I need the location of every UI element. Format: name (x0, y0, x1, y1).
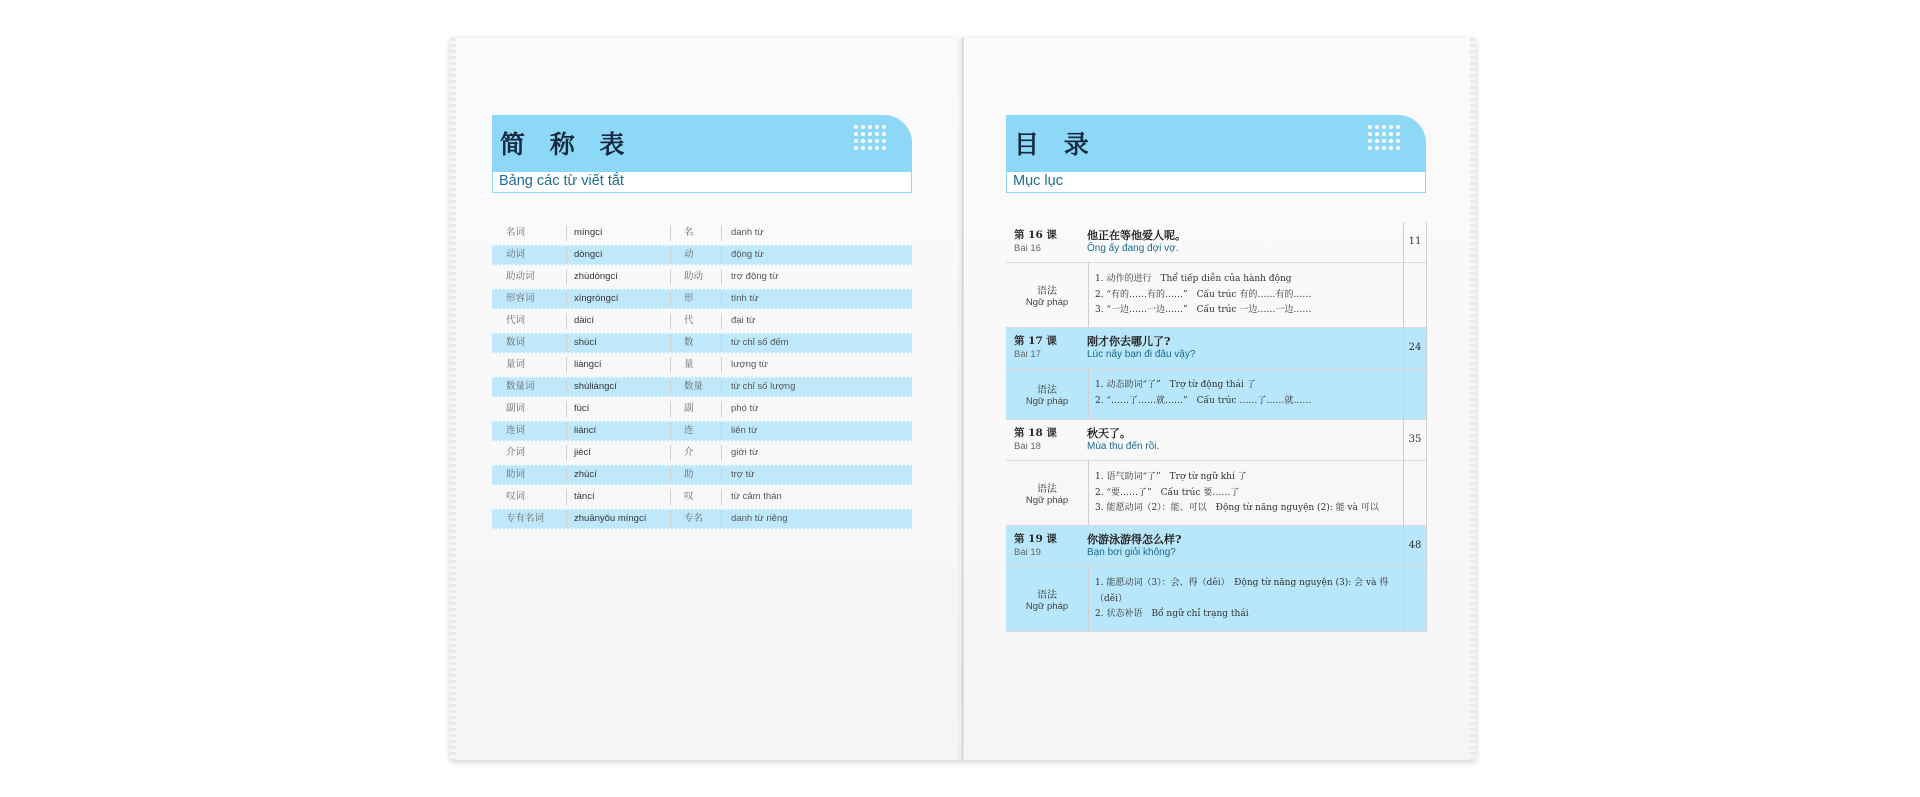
abbr-chinese: 介词 (506, 447, 526, 458)
lesson-number-vi: Bài 18 (1014, 441, 1041, 452)
grammar-label (1006, 263, 1089, 327)
abbr-chinese: 连词 (506, 425, 526, 436)
abbr-vietnamese: từ chỉ số lượng (731, 381, 796, 392)
page-column (1403, 369, 1426, 419)
table-row (492, 486, 912, 508)
abbr-pinyin: dòngcí (574, 249, 603, 260)
table-row (492, 420, 912, 442)
toc-lesson-17[interactable] (1006, 328, 1426, 369)
abbr-vietnamese: lượng từ (731, 359, 768, 370)
page-column (1403, 461, 1426, 525)
table-row (492, 310, 912, 332)
abbr-pinyin: míngcí (574, 227, 603, 238)
lesson-page-number: 11 (1403, 222, 1426, 262)
abbr-vietnamese: trợ động từ (731, 271, 779, 282)
abbr-pinyin: tàncí (574, 491, 595, 502)
left-page (450, 38, 963, 760)
abbr-pinyin: jiècí (574, 447, 591, 458)
contents-header (1006, 115, 1426, 171)
abbr-pinyin: zhùcí (574, 469, 597, 480)
abbreviation-subtitle: Bảng các từ viết tắt (499, 173, 624, 189)
abbr-short: 动 (684, 249, 694, 260)
abbr-chinese: 叹词 (506, 491, 526, 502)
table-row (492, 464, 912, 486)
toc-grammar-18 (1006, 461, 1426, 526)
lesson-title-vi: Lúc nãy bạn đi đâu vậy? (1087, 349, 1196, 360)
toc-lesson-19[interactable] (1006, 526, 1426, 567)
abbr-chinese: 数词 (506, 337, 526, 348)
right-page (964, 38, 1476, 760)
abbr-chinese: 助词 (506, 469, 526, 480)
page-edge (450, 38, 456, 760)
abbr-short: 数量 (684, 381, 704, 392)
dots-decoration-icon (1368, 125, 1398, 149)
lesson-number-cn: 第 16 课 (1014, 229, 1057, 241)
grammar-point: 2. “要……了” Cấu trúc 要……了 (1095, 487, 1240, 498)
toc-grammar-17 (1006, 369, 1426, 420)
table-row (492, 332, 912, 354)
abbr-short: 量 (684, 359, 694, 370)
contents-subtitle-bar (1006, 171, 1426, 193)
abbr-short: 副 (684, 403, 694, 414)
grammar-label-vi: Ngữ pháp (1025, 495, 1069, 506)
abbreviation-header (492, 115, 912, 171)
abbr-short: 代 (684, 315, 694, 326)
lesson-number-vi: Bài 16 (1014, 243, 1041, 254)
abbr-vietnamese: danh từ (731, 227, 764, 238)
table-row (492, 508, 912, 530)
abbr-chinese: 形容词 (506, 293, 535, 304)
grammar-label-cn: 语法 (1037, 385, 1057, 396)
contents-subtitle: Mục lục (1013, 173, 1063, 189)
grammar-label-cn: 语法 (1037, 484, 1057, 495)
abbr-chinese: 名词 (506, 227, 526, 238)
abbreviation-title: 简 称 表 (500, 130, 633, 159)
table-row (492, 266, 912, 288)
abbr-vietnamese: liên từ (731, 425, 758, 436)
grammar-point: 3. “一边……一边……” Cấu trúc 一边……一边…… (1095, 305, 1312, 315)
grammar-point: 3. 能愿动词（2）：能、可以 Động từ năng nguyện (2): 能 và 可以 (1095, 503, 1379, 513)
lesson-number-cn: 第 19 课 (1014, 533, 1057, 545)
abbr-chinese: 专有名词 (506, 513, 545, 524)
grammar-point: 1. 动态助词“了” Trợ từ động thái 了 (1095, 380, 1256, 390)
abbr-short: 形 (684, 293, 694, 304)
grammar-point: 2. “有的……有的……” Cấu trúc 有的……有的…… (1095, 289, 1312, 300)
dots-decoration-icon (854, 125, 884, 149)
abbr-short: 助 (684, 469, 694, 480)
table-row (492, 354, 912, 376)
toc-grammar-16 (1006, 263, 1426, 328)
grammar-label-cn: 语法 (1037, 590, 1057, 601)
open-book (450, 38, 1476, 760)
page-column (1403, 263, 1426, 327)
toc-lesson-18[interactable] (1006, 420, 1426, 461)
grammar-label (1006, 567, 1089, 631)
grammar-point: 1. 语气助词“了” Trợ từ ngữ khí 了 (1095, 472, 1247, 482)
table-row (492, 288, 912, 310)
toc-lesson-16[interactable] (1006, 222, 1426, 263)
lesson-number-cn: 第 18 课 (1014, 427, 1057, 439)
abbr-chinese: 量词 (506, 359, 526, 370)
abbr-vietnamese: trợ từ (731, 469, 755, 480)
abbr-pinyin: zhùdòngcí (574, 271, 618, 282)
abbr-vietnamese: tính từ (731, 293, 759, 304)
abbr-vietnamese: từ cảm thán (731, 491, 782, 502)
abbr-vietnamese: động từ (731, 249, 764, 260)
abbr-vietnamese: giới từ (731, 447, 759, 458)
abbr-short: 介 (684, 447, 694, 458)
lesson-number-vi: Bài 17 (1014, 349, 1041, 360)
grammar-label-vi: Ngữ pháp (1025, 297, 1069, 308)
abbr-chinese: 副词 (506, 403, 526, 414)
abbr-chinese: 数量词 (506, 381, 535, 392)
toc-grammar-19 (1006, 567, 1426, 632)
abbr-pinyin: zhuānyǒu míngcí (574, 513, 647, 524)
lesson-number-cn: 第 17 课 (1014, 335, 1057, 347)
grammar-label-vi: Ngữ pháp (1025, 601, 1069, 612)
lesson-title-cn: 他正在等他爱人呢。 (1087, 229, 1186, 242)
table-of-contents (1006, 222, 1427, 632)
abbr-short: 连 (684, 425, 694, 436)
table-row (492, 398, 912, 420)
abbr-chinese: 动词 (506, 249, 526, 260)
abbr-pinyin: dàicí (574, 315, 595, 326)
abbr-vietnamese: đại từ (731, 315, 756, 326)
abbr-pinyin: shùliàngcí (574, 381, 617, 392)
abbreviation-table (492, 222, 912, 530)
contents-title: 目 录 (1014, 130, 1097, 159)
abbr-short: 数 (684, 337, 694, 348)
page-edge (1470, 38, 1476, 760)
grammar-label-cn: 语法 (1037, 286, 1057, 297)
abbr-chinese: 助动词 (506, 271, 535, 282)
grammar-label (1006, 369, 1089, 419)
abbr-pinyin: liáncí (574, 425, 597, 436)
abbr-vietnamese: từ chỉ số đếm (731, 337, 789, 348)
grammar-point: 2. 状态补语 Bổ ngữ chỉ trạng thái (1095, 609, 1249, 619)
abbr-short: 助动 (684, 271, 704, 282)
abbr-pinyin: xíngróngcí (574, 293, 619, 304)
abbr-short: 专名 (684, 513, 704, 524)
grammar-label (1006, 461, 1089, 525)
table-row (492, 222, 912, 244)
lesson-title-cn: 你游泳游得怎么样? (1087, 533, 1182, 546)
lesson-title-vi: Ông ấy đang đợi vợ. (1087, 243, 1179, 254)
abbr-short: 叹 (684, 491, 694, 502)
table-row (492, 376, 912, 398)
grammar-point: 1. 动作的进行 Thể tiếp diễn của hành động (1095, 274, 1292, 284)
table-row (492, 442, 912, 464)
abbr-vietnamese: danh từ riêng (731, 513, 788, 524)
lesson-title-cn: 刚才你去哪儿了? (1087, 335, 1171, 348)
abbr-pinyin: shùcí (574, 337, 597, 348)
grammar-label-vi: Ngữ pháp (1025, 396, 1069, 407)
table-row (492, 244, 912, 266)
lesson-title-cn: 秋天了。 (1087, 427, 1131, 440)
lesson-number-vi: Bài 19 (1014, 547, 1041, 558)
abbr-vietnamese: phó từ (731, 403, 759, 414)
abbr-pinyin: fùcí (574, 403, 590, 414)
abbr-short: 名 (684, 227, 694, 238)
page-column (1403, 567, 1426, 631)
abbreviation-subtitle-bar (492, 171, 912, 193)
grammar-point: 2. “……了……就……” Cấu trúc ……了……就…… (1095, 395, 1312, 406)
abbr-pinyin: liàngcí (574, 359, 602, 370)
lesson-title-vi: Bạn bơi giỏi không? (1087, 547, 1176, 558)
abbr-chinese: 代词 (506, 315, 526, 326)
lesson-page-number: 35 (1403, 420, 1426, 460)
lesson-page-number: 24 (1403, 328, 1426, 368)
lesson-page-number: 48 (1403, 526, 1426, 566)
lesson-title-vi: Mùa thu đến rồi. (1087, 441, 1160, 452)
grammar-point: 1. 能愿动词（3）：会、得（děi） Động từ năng nguyện (3): 会 và 得（děi） (1095, 578, 1389, 604)
